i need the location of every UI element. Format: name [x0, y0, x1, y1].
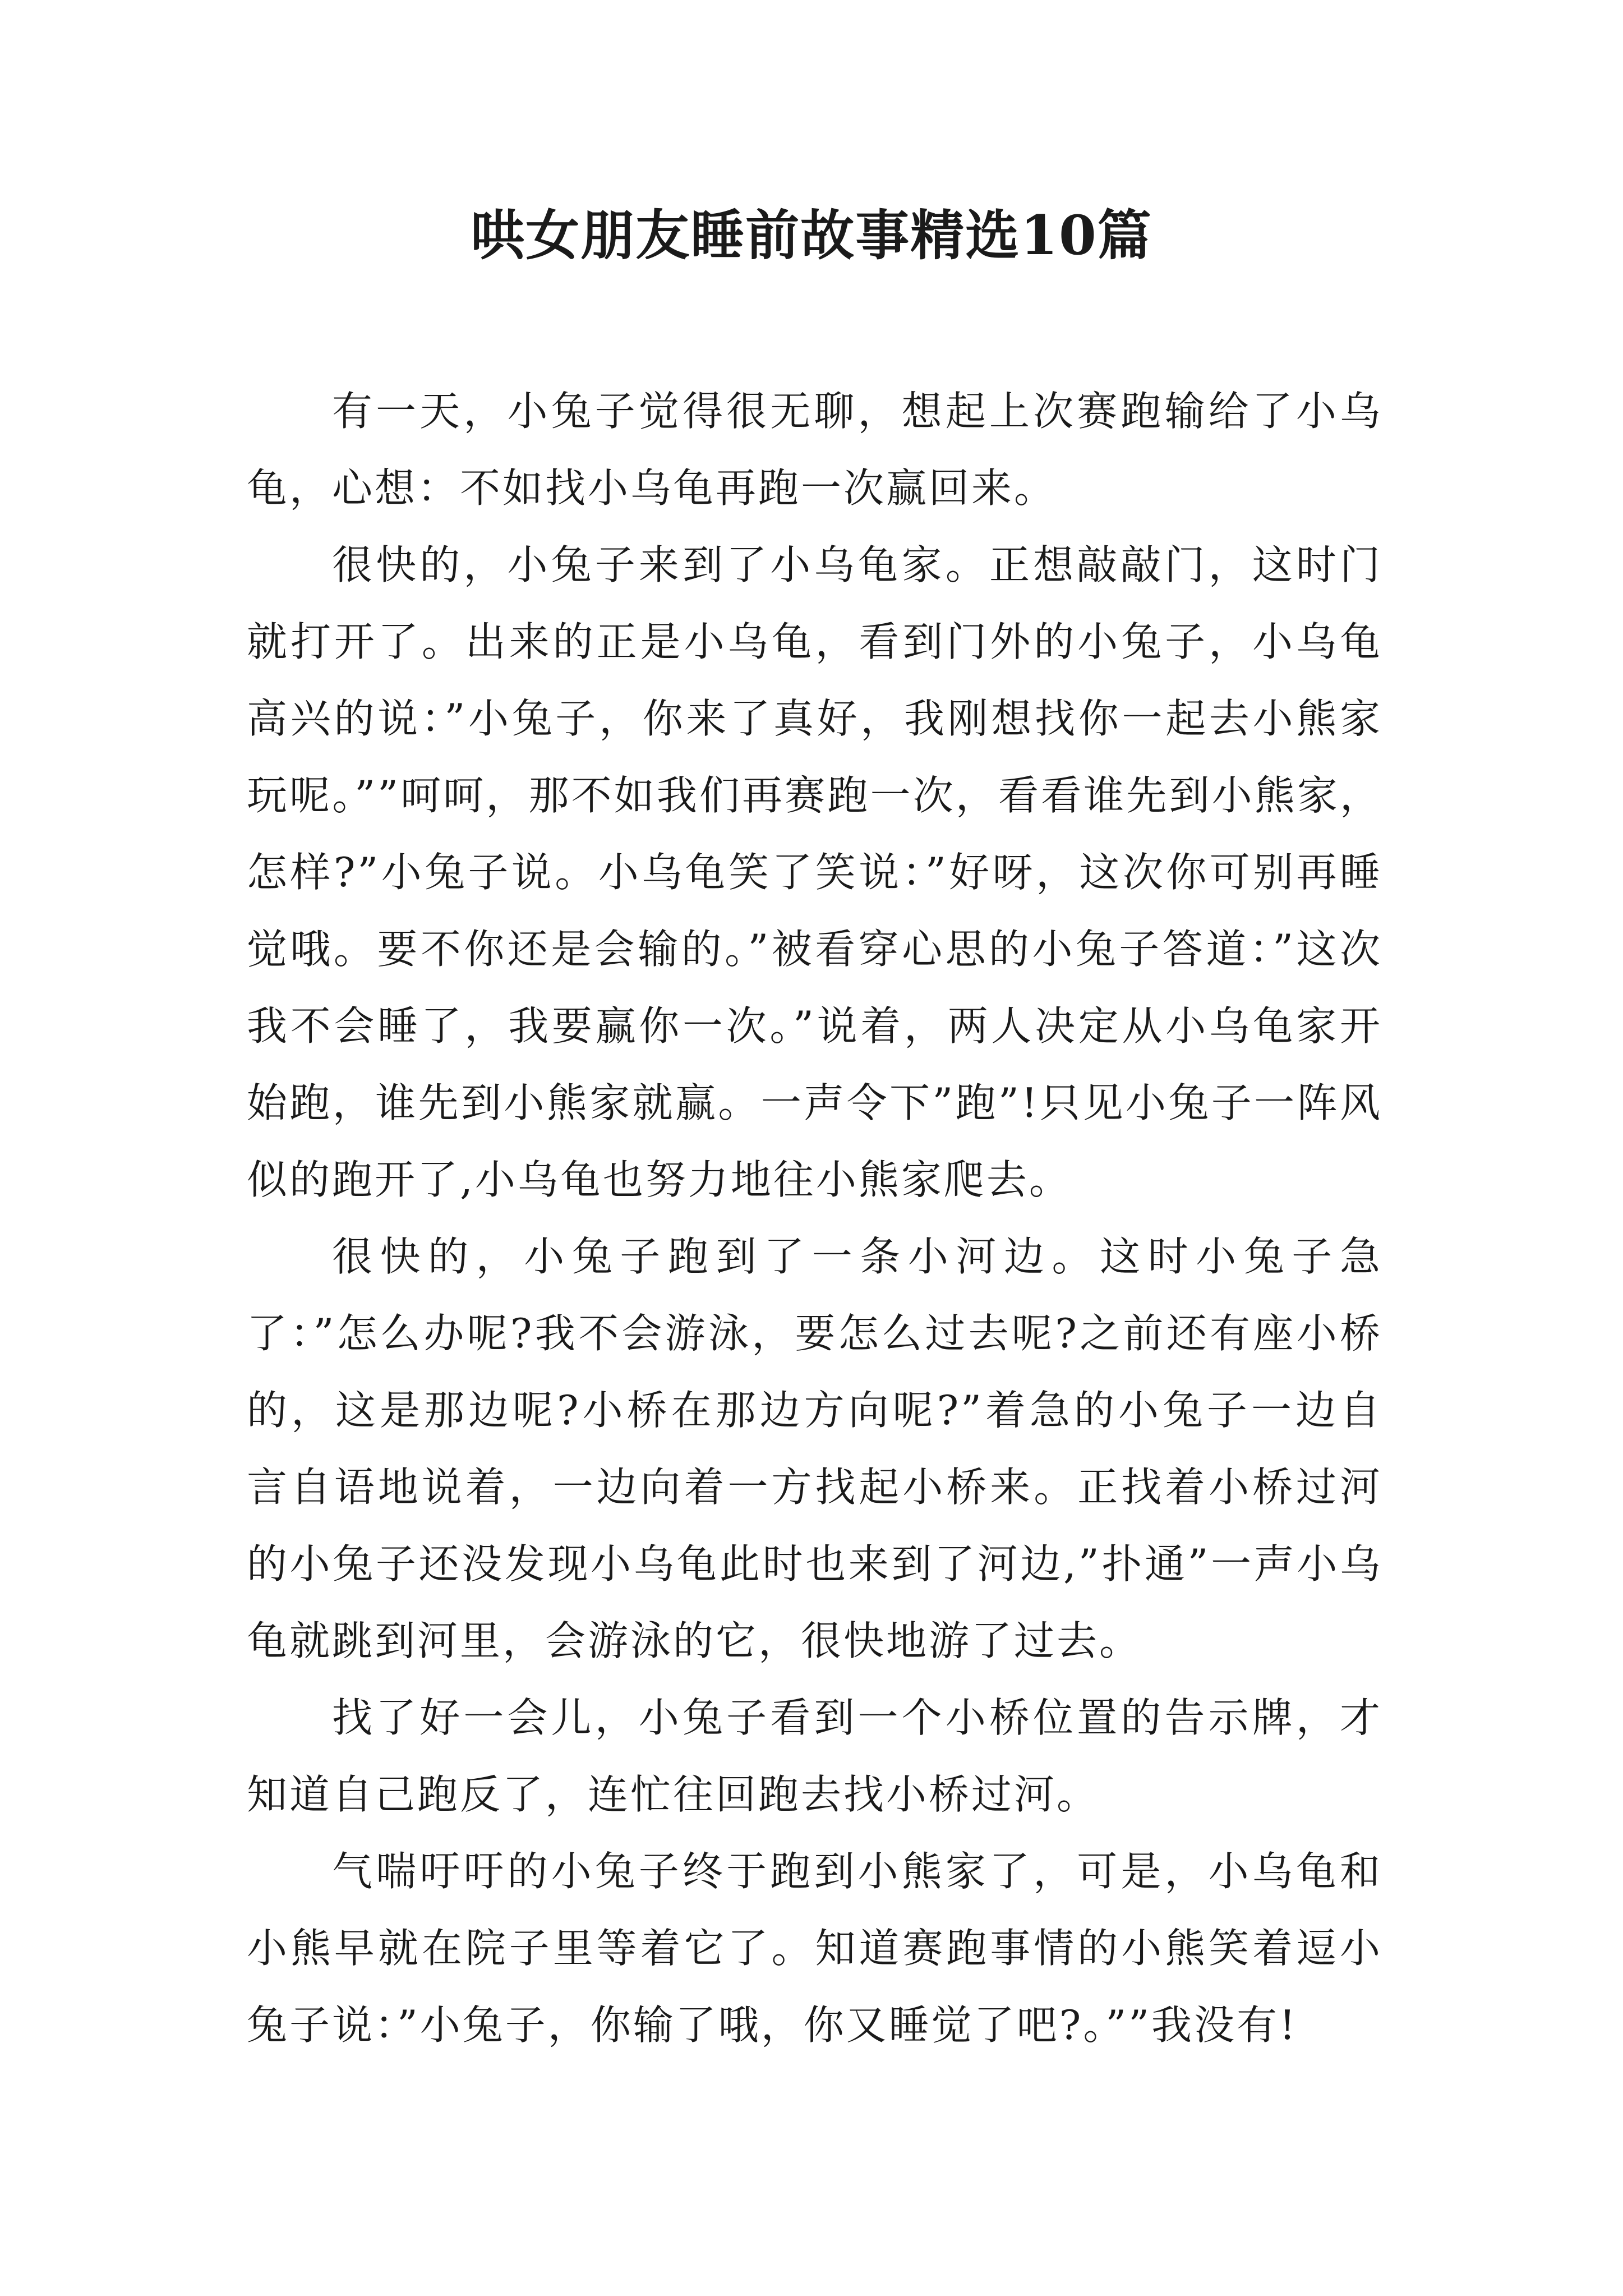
- paragraph: 很快的，小兔子跑到了一条小河边。这时小兔子急了：”怎么办呢?我不会游泳，要怎么过去呢?之前还有座小桥的，这是那边呢?小桥在那边方向呢?”着急的小兔子一边自言自语地说着，一边向着一方找起小桥来。正找着小桥过河的小兔子还没发现小乌龟此时也来到了河边,”扑通”一声小乌龟就跳到河里，会游泳的它，很快地游了过去。: [247, 1233, 1382, 1664]
- document-title: 哄女朋友睡前故事精选10篇: [471, 204, 1152, 267]
- paragraph: 找了好一会儿，小兔子看到一个小桥位置的告示牌，才知道自己跑反了，连忙往回跑去找小桥过河。: [247, 1694, 1382, 1818]
- paragraph: 气喘吁吁的小兔子终于跑到小熊家了，可是，小乌龟和小熊早就在院子里等着它了。知道赛跑事情的小熊笑着逗小兔子说：”小兔子，你输了哦，你又睡觉了吧?。””我没有!: [247, 1848, 1382, 2049]
- document-body: [247, 373, 1382, 2064]
- paragraph: 有一天，小兔子觉得很无聊，想起上次赛跑输给了小乌龟，心想：不如找小乌龟再跑一次赢回来。: [247, 388, 1382, 512]
- paragraph: 很快的，小兔子来到了小乌龟家。正想敲敲门，这时门就打开了。出来的正是小乌龟，看到门外的小兔子，小乌龟高兴的说：”小兔子，你来了真好，我刚想找你一起去小熊家玩呢。””呵呵，那不如我们再赛跑一次，看看谁先到小熊家，怎样?”小兔子说。小乌龟笑了笑说：”好呀，这次你可别再睡觉哦。要不你还是会输的。”被看穿心思的小兔子答道：”这次我不会睡了，我要赢你一次。”说着，两人决定从小乌龟家开始跑，谁先到小熊家就赢。一声令下”跑”!只见小兔子一阵风似的跑开了,小乌龟也努力地往小熊家爬去。: [247, 541, 1382, 1203]
